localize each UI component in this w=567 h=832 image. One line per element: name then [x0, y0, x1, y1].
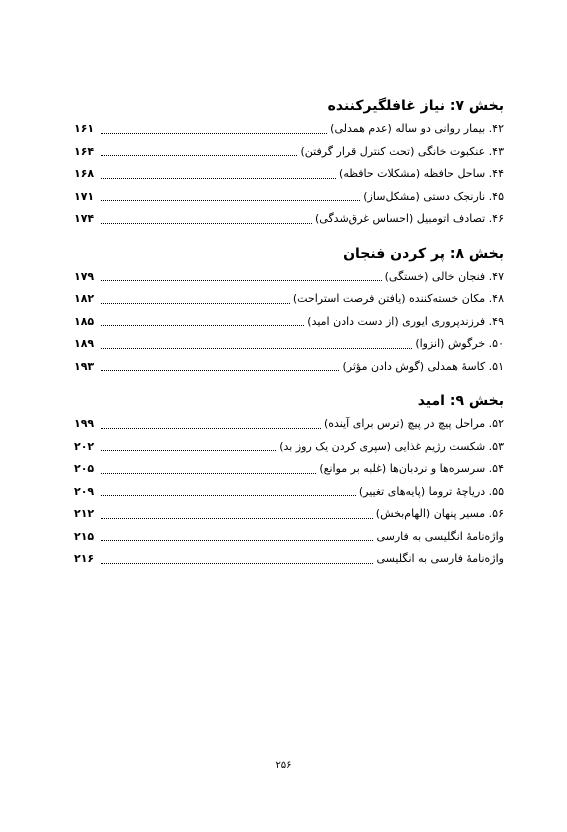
toc-entry[interactable] [74, 436, 504, 459]
toc-entry[interactable] [74, 481, 504, 504]
entry-label: ۵۶. مسیر پنهان (الهام‌بخش) [375, 507, 504, 520]
entry-page: ۱۶۱ [74, 122, 95, 135]
section-title: بخش ۹: امید [417, 393, 504, 409]
entry-label: ۵۳. شکست رژیم غذایی (سپری کردن یک روز بد) [279, 439, 504, 453]
toc-entry[interactable] [74, 458, 504, 481]
section-title: بخش ۸: پر کردن فنجان [343, 245, 504, 262]
entry-label: ۴۵. نارنجک دستی (مشکل‌ساز) [363, 189, 504, 203]
dot-leader [101, 303, 290, 304]
dot-leader [101, 473, 316, 474]
page-number: ۲۵۶ [275, 760, 292, 771]
dot-leader [101, 133, 327, 134]
table-of-contents [74, 96, 504, 584]
toc-section [74, 244, 504, 379]
toc-section [74, 96, 504, 231]
toc-entry[interactable] [74, 288, 504, 311]
entry-label: ۴۴. ساحل حافظه (مشکلات حافظه) [339, 167, 504, 180]
toc-entry[interactable] [74, 333, 504, 356]
dot-leader [101, 155, 297, 156]
toc-entry[interactable] [74, 526, 504, 549]
entry-page: ۲۱۲ [74, 507, 95, 520]
toc-entry[interactable] [74, 311, 504, 334]
entry-label: ۵۲. مراحل پیچ در پیچ (ترس برای آینده) [323, 417, 504, 430]
dot-leader [101, 450, 276, 451]
toc-entry[interactable] [74, 413, 504, 436]
toc-entry[interactable] [74, 141, 504, 164]
dot-leader [101, 540, 373, 541]
entry-page: ۱۷۴ [74, 212, 95, 225]
toc-entry[interactable] [74, 186, 504, 209]
entry-label: ۴۲. بیمار روانی دو ساله (عدم همدلی) [330, 122, 504, 135]
dot-leader [101, 348, 412, 349]
entry-page: ۲۱۶ [74, 552, 95, 565]
entry-page: ۱۸۹ [74, 337, 95, 350]
dot-leader [101, 223, 312, 224]
entry-label: ۵۴. سرسره‌ها و نردبان‌ها (غلبه بر موانع) [319, 462, 504, 475]
toc-entry[interactable] [74, 118, 504, 141]
entry-page: ۲۰۲ [74, 439, 95, 453]
toc-entry[interactable] [74, 356, 504, 379]
entry-page: ۲۰۵ [74, 462, 95, 475]
entry-label: ۴۳. عنکبوت خانگی (تحت کنترل قرار گرفتن) [300, 144, 504, 158]
dot-leader [101, 495, 356, 496]
toc-section [74, 391, 504, 571]
dot-leader [101, 428, 321, 429]
dot-leader [101, 280, 382, 281]
toc-entry[interactable] [74, 503, 504, 526]
entry-page: ۱۶۸ [74, 167, 95, 180]
entry-page: ۲۰۹ [74, 484, 95, 498]
entry-label: ۵۱. کاسهٔ همدلی (گوش دادن مؤثر) [342, 359, 504, 373]
section-title: بخش ۷: نیاز غافلگیرکننده [327, 98, 504, 114]
entry-label: ۴۶. تصادف اتومبیل (احساس غرق‌شدگی) [314, 212, 504, 225]
dot-leader [101, 200, 360, 201]
entry-label: ۵۰. خرگوش (انزوا) [415, 337, 504, 350]
entry-page: ۱۷۹ [74, 269, 95, 283]
dot-leader [101, 563, 373, 564]
entry-page: ۲۱۵ [74, 529, 95, 543]
entry-page: ۱۹۳ [74, 359, 95, 373]
dot-leader [101, 518, 373, 519]
toc-entry[interactable] [74, 266, 504, 289]
entry-page: ۱۹۹ [74, 417, 95, 430]
toc-entry[interactable] [74, 208, 504, 231]
dot-leader [101, 178, 336, 179]
entry-label: ۴۹. فرزندپروری ایوری (از دست دادن امید) [307, 314, 504, 328]
entry-page: ۱۷۱ [74, 189, 95, 203]
dot-leader [101, 370, 339, 371]
toc-entry[interactable] [74, 163, 504, 186]
entry-label: ۵۵. دریاچهٔ تروما (پایه‌های تغییر) [358, 484, 504, 498]
entry-page: ۱۸۵ [74, 314, 95, 328]
entry-page: ۱۸۲ [74, 292, 95, 305]
toc-entry[interactable] [74, 548, 504, 571]
dot-leader [101, 325, 304, 326]
entry-label: ۴۸. مکان خسته‌کننده (یافتن فرصت استراحت) [292, 292, 504, 305]
entry-label: ۴۷. فنجان خالی (خستگی) [384, 269, 504, 283]
entry-page: ۱۶۴ [74, 144, 95, 158]
entry-label: واژه‌نامهٔ فارسی به انگلیسی [376, 552, 504, 565]
entry-label: واژه‌نامهٔ انگلیسی به فارسی [376, 529, 504, 543]
